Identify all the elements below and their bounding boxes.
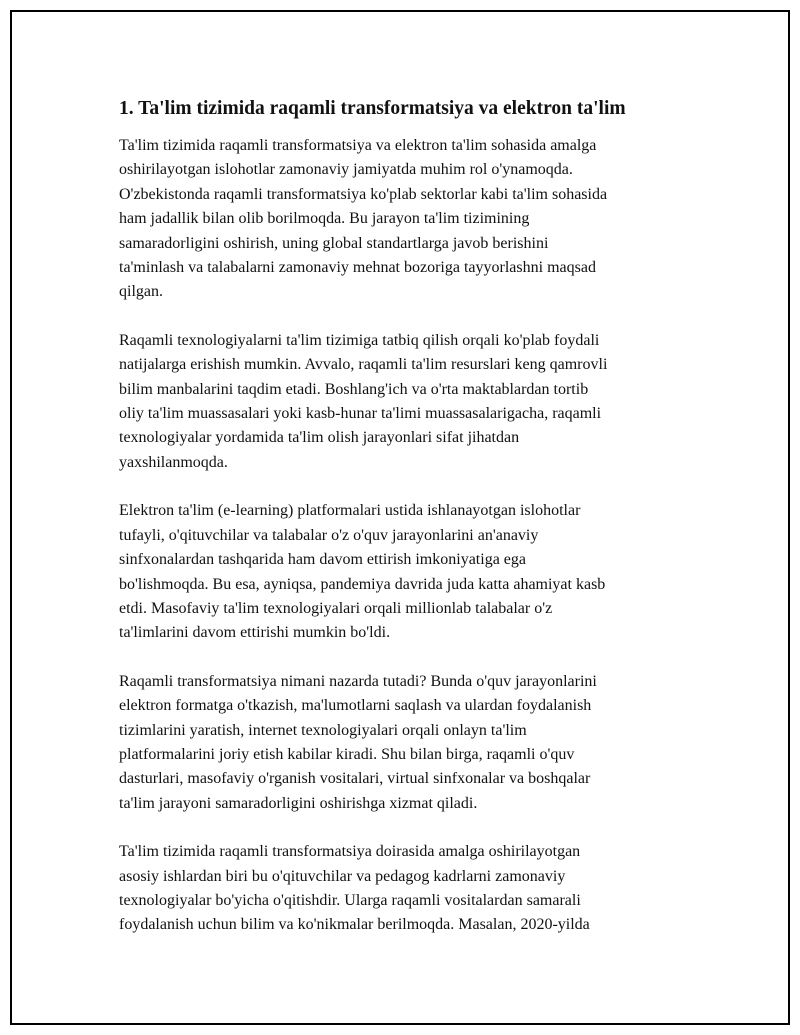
paragraph-line: O'zbekistonda raqamli transformatsiya ko'plab sektorlar kabi ta'lim sohasida [119,185,608,203]
paragraph-line: foydalanish uchun bilim va ko'nikmalar berilmoqda. Masalan, 2020-yilda [119,916,590,934]
paragraph-line: bo'lishmoqda. Bu esa, ayniqsa, pandemiya davrida juda katta ahamiyat kasb [119,575,606,593]
page-frame [10,10,790,1025]
paragraph-3 [119,499,709,645]
paragraph-line: Elektron ta'lim (e-learning) platformalari ustida ishlanayotgan islohotlar [119,502,581,520]
paragraph-line: ta'lim jarayoni samaradorligini oshirishga xizmat qiladi. [119,794,478,812]
paragraph-line: asosiy ishlardan biri bu o'qituvchilar va pedagog kadrlarni zamonaviy [119,867,566,885]
paragraph-line: Raqamli transformatsiya nimani nazarda tutadi? Bunda o'quv jarayonlarini [119,672,597,690]
paragraph-1 [119,134,709,305]
paragraph-line: samaradorligini oshirish, uning global standartlarga javob berishini [119,234,549,252]
paragraph-4 [119,670,709,816]
paragraph-5 [119,840,709,938]
paragraph-line: elektron formatga o'tkazish, ma'lumotlarni saqlash va ulardan foydalanish [119,697,592,715]
paragraphs-container [119,134,709,938]
paragraph-line: ta'limlarini davom ettirishi mumkin bo'ldi. [119,624,391,642]
paragraph-line: oshirilayotgan islohotlar zamonaviy jamiyatda muhim rol o'ynamoqda. [119,161,573,179]
paragraph-line: Raqamli texnologiyalarni ta'lim tizimiga tatbiq qilish orqali ko'plab foydali [119,331,600,349]
paragraph-line: Ta'lim tizimida raqamli transformatsiya va elektron ta'lim sohasida amalga [119,137,597,154]
paragraph-line: Ta'lim tizimida raqamli transformatsiya doirasida amalga oshirilayotgan [119,843,581,861]
section-heading: 1. Ta'lim tizimida raqamli transformatsiya va elektron ta'lim [119,98,626,119]
paragraph-line: platformalarini joriy etish kabilar kiradi. Shu bilan birga, raqamli o'quv [119,745,575,763]
paragraph-line: sinfxonalardan tashqarida ham davom ettirish imkoniyatiga ega [119,551,526,569]
paragraph-line: natijalarga erishish mumkin. Avvalo, raqamli ta'lim resurslari keng qamrovli [119,356,608,374]
paragraph-line: ta'minlash va talabalarni zamonaviy mehnat bozoriga tayyorlashni maqsad [119,259,596,277]
paragraph-line: texnologiyalar yordamida ta'lim olish jarayonlari sifat jihatdan [119,429,520,447]
paragraph-2 [119,329,709,475]
paragraph-line: bilim manbalarini taqdim etadi. Boshlang'ich va o'rta maktablardan tortib [119,380,589,398]
paragraph-line: tufayli, o'qituvchilar va talabalar o'z o'quv jarayonlarini an'anaviy [119,526,539,544]
document-body [119,96,709,962]
paragraph-line: etdi. Masofaviy ta'lim texnologiyalari orqali millionlab talabalar o'z [119,599,553,617]
paragraph-line: tizimlarini yaratish, internet texnologiyalari orqali onlayn ta'lim [119,721,527,739]
paragraph-line: qilgan. [119,283,163,301]
paragraph-line: ham jadallik bilan olib borilmoqda. Bu jarayon ta'lim tizimining [119,210,530,228]
paragraph-line: texnologiyalar bo'yicha o'qitishdir. Ularga raqamli vositalardan samarali [119,891,581,909]
paragraph-line: dasturlari, masofaviy o'rganish vositalari, virtual sinfxonalar va boshqalar [119,770,591,788]
paragraph-line: oliy ta'lim muassasalari yoki kasb-hunar ta'limi muassasalarigacha, raqamli [119,405,602,423]
paragraph-line: yaxshilanmoqda. [119,453,228,471]
